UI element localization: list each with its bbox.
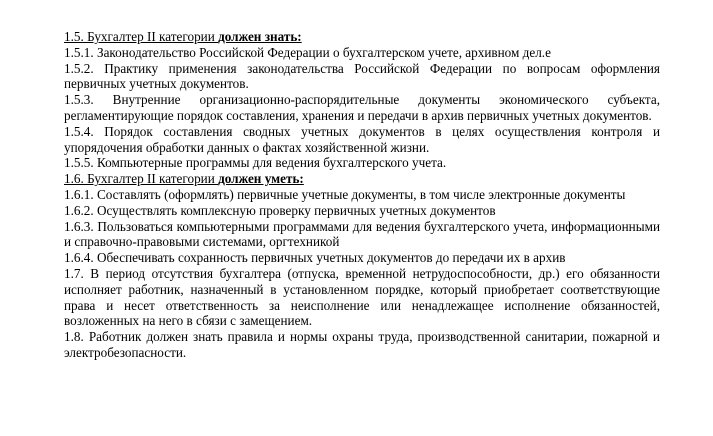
section-1-6-heading-text: 1.6. Бухгалтер II категории [64,171,219,187]
item-1-5-1: 1.5.1. Законодательство Российской Федерации о бухгалтерском учете, архивном дел.е [64,44,551,60]
section-1-7: 1.7. В период отсутствия бухгалтера (отпуска, временной нетрудоспособности, др.) его обязанности исполняет работник, назначенный в установленном порядке, который приобретает соответствующие права и несет ответственность за неисполнение или ненадлежащее исполнение обязанностей, возложенных на него в сбязи с замещением. [64,265,660,329]
item-1-6-2: 1.6.2. Осуществлять комплексную проверку первичных учетных документов [64,202,496,218]
section-1-6-heading [64,171,660,187]
item-1-5-4: 1.5.4. Порядок составления сводных учетных документов в целях осуществления контроля и упорядочения обработки данных о фактах хозяйственной жизни. [64,123,660,155]
section-1-6-heading-bold: должен уметь: [218,171,304,187]
item-1-5-5: 1.5.5. Компьютерные программы для ведения бухгалтерского учета. [64,155,447,171]
section-1-5-heading-bold: должен знать: [218,29,302,44]
section-1-5-heading [64,29,660,45]
section-1-5-heading-text: 1.5. Бухгалтер II категории [64,29,219,44]
item-1-6-4: 1.6.4. Обеспечивать сохранность первичных учетных документов до передачи их в архив [64,250,566,266]
item-1-6-1: 1.6.1. Составлять (оформлять) первичные учетные документы, в том числе электронные документы [64,186,626,202]
item-1-5-2: 1.5.2. Практику применения законодательства Российской Федерации по вопросам оформления первичных учетных документов. [64,60,660,92]
document-body [64,29,660,361]
item-1-5-3: 1.5.3. Внутренние организационно-распорядительные документы экономического субъекта, регламентирующие порядок составления, хранения и передачи в архив первичных учетных документов. [64,92,660,123]
section-1-8: 1.8. Работник должен знать правила и нормы охраны труда, производственной санитарии, пожарной и электробезопасности. [64,329,660,360]
item-1-6-3: 1.6.3. Пользоваться компьютерными программами для ведения бухгалтерского учета, информационными и справочно-правовыми системами, оргтехникой [64,218,660,250]
